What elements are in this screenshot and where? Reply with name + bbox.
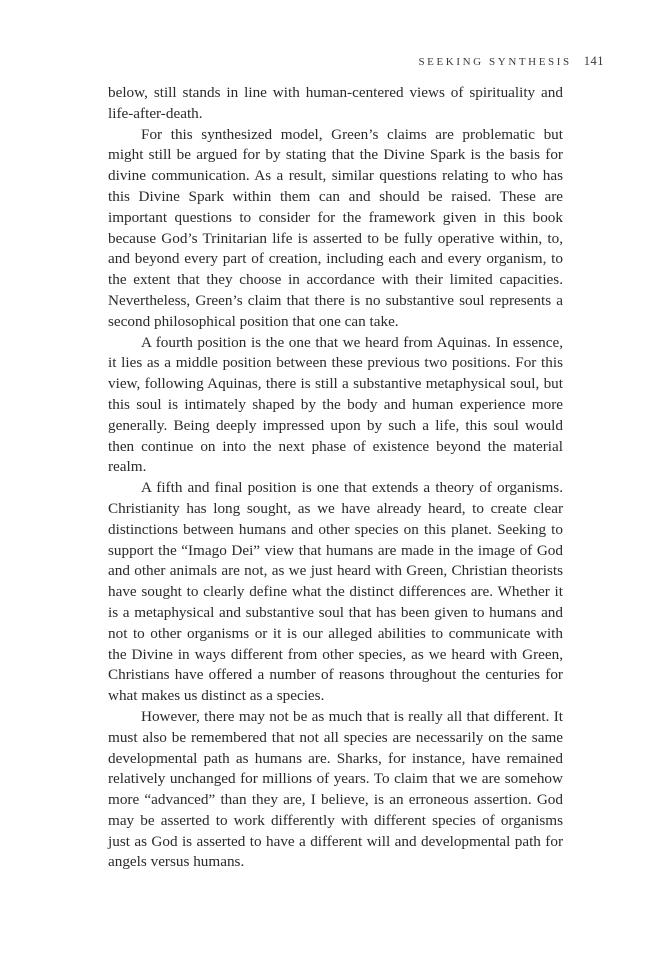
paragraph: For this synthesized model, Green’s claims are problematic but might still be argued for by stating that the Divine Spark is the basis for divine communication. As a result, similar questions relating to who has this Divine Spark within them can and should be raised. These are important questions to consider for the framework given in this book because God’s Trinitarian life is asserted to be fully operative within, to, and beyond every part of creation, including each and every organism, to the extent that they choose in accordance with their limited capacities. Nevertheless, Green’s claim that there is no substantive soul represents a second philosophical position that one can take. bbox=[108, 125, 563, 330]
page-number: 141 bbox=[583, 54, 604, 68]
running-head bbox=[418, 54, 604, 69]
paragraph-continuation: below, still stands in line with human-centered views of spirituality and life-after-death. bbox=[108, 84, 563, 122]
paragraph: A fourth position is the one that we heard from Aquinas. In essence, it lies as a middle position between these previous two positions. For this view, following Aquinas, there is still a substantive metaphysical soul, but this soul is intimately shaped by the body and human experience more generally. Being deeply impressed upon by such a life, this soul would then continue on into the next phase of existence beyond the material realm. bbox=[108, 333, 563, 476]
running-title: SEEKING SYNTHESIS bbox=[418, 56, 572, 68]
paragraph: A fifth and final position is one that extends a theory of organisms. Christianity has long sought, as we have already heard, to create clear distinctions between humans and other species on this planet. Seeking to support the “Imago Dei” view that humans are made in the image of God and other animals are not, as we just heard with Green, Christian theorists have sought to clearly define what the distinct differences are. Whether it is a metaphysical and substantive soul that has been given to humans and not to other organisms or it is our alleged abilities to communicate with the Divine in ways different from other species, as we heard with Green, Christians have offered a number of reasons throughout the centuries for what makes us distinct as a species. bbox=[108, 479, 563, 705]
body-text bbox=[108, 83, 563, 873]
paragraph: However, there may not be as much that is really all that different. It must also be remembered that not all species are necessarily on the same developmental path as humans are. Sharks, for instance, have remained relatively unchanged for millions of years. To claim that we are somehow more “advanced” than they are, I believe, is an erroneous assertion. God may be asserted to work differently with different species of organisms just as God is asserted to have a different will and developmental path for angels versus humans. bbox=[108, 707, 563, 871]
